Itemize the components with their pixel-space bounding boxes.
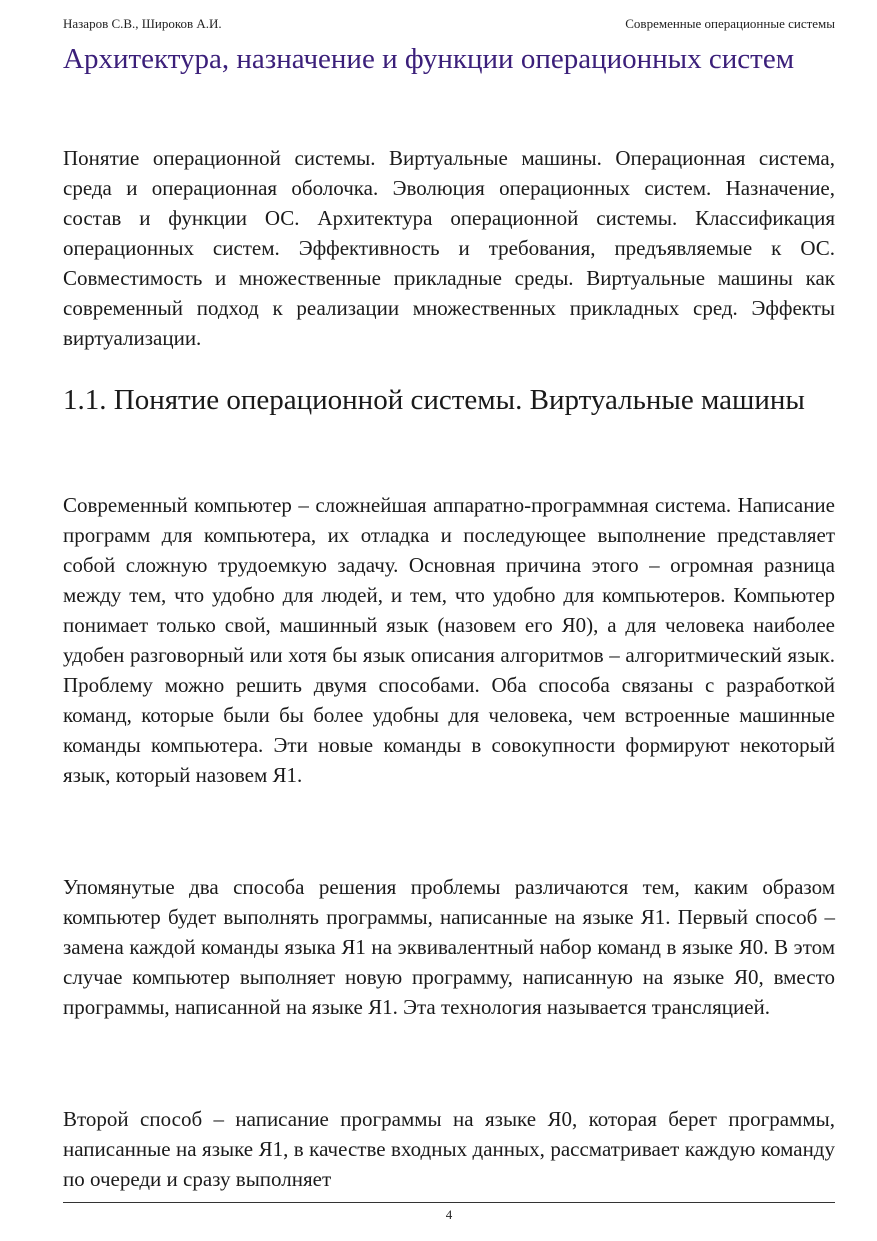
running-header [63, 16, 835, 32]
chapter-abstract: Понятие операционной системы. Виртуальные машины. Операционная система, среда и операционная оболочка. Эволюция операционных систем. Назначение, состав и функции ОС. Архитектура операционной системы. Классификация операционных систем. Эффективность и требования, предъявляемые к ОС. Совместимость и множественные прикладные среды. Виртуальные машины как современный подход к реализации множественных прикладных сред. Эффекты виртуализации. [63, 146, 835, 350]
body-paragraph-3-text: Второй способ – написание программы на языке Я0, которая берет программы, написанные на языке Я1, в качестве входных данных, рассматривает каждую команду по очереди и сразу выполняет [63, 1107, 835, 1191]
section-title: 1.1. Понятие операционной системы. Виртуальные машины [63, 384, 805, 416]
header-book-title: Современные операционные системы [625, 16, 835, 31]
body-paragraph-3 [63, 1104, 835, 1194]
chapter-title: Архитектура, назначение и функции операционных систем [63, 43, 795, 75]
document-page [63, 0, 835, 1241]
body-paragraph-2: Упомянутые два способа решения проблемы различаются тем, каким образом компьютер будет выполнять программы, написанные на языке Я1. Первый способ – замена каждой команды языка Я1 на эквивалентный набор команд в языке Я0. В этом случае компьютер выполняет новую программу, написанную на языке Я0, вместо программы, написанной на языке Я1. Эта технология называется трансляцией. [63, 875, 835, 1019]
body-paragraph-1: Современный компьютер – сложнейшая аппаратно-программная система. Написание программ для компьютера, их отладка и последующее выполнение представляет собой сложную трудоемкую задачу. Основная причина этого – огромная разница между тем, что удобно для людей, и тем, что удобно для компьютеров. Компьютер понимает только свой, машинный язык (назовем его Я0), а для человека наиболее удобен разговорный или хотя бы язык описания алгоритмов – алгоритмический язык. Проблему можно решить двумя способами. Оба способа связаны с разработкой команд, которые были бы более удобны для человека, чем встроенные машинные команды компьютера. Эти новые команды в совокупности формируют некоторый язык, который назовем Я1. [63, 493, 835, 787]
footer-divider [63, 1202, 835, 1203]
header-authors: Назаров С.В., Широков А.И. [63, 16, 222, 31]
page-number: 4 [445, 1207, 453, 1222]
